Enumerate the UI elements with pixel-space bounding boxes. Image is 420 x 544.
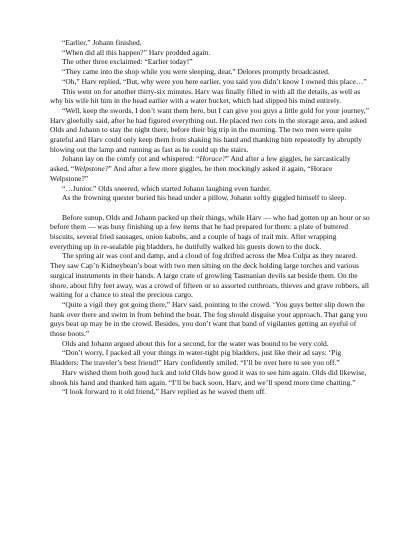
paragraph: The spring air was cool and damp, and a cloud of fog drifted across the Mea Culpa as they neared. They saw Cap’n Kidneybean’s boat with two men sitting on the deck holding large torches and various surgical instruments in their hands. A large crate of growling Tasmanian devils sat beside them. On the shore, about fifty feet away, was a crowd of fifteen or so assorted cutthroats, thieves and grave robbers, all waiting for a chance to steal the precious cargo. xyxy=(50,251,369,300)
paragraph: Johann lay on the comfy cot and whispered: “Horace?” And after a few giggles, he sarcastically asked, “Welpstone?” And after a few more giggles, he then mockingly asked it again, “Horace Welpstone?” xyxy=(50,154,351,183)
section-2 xyxy=(50,213,370,397)
paragraph: This went on for another thirty-six minutes. Harv was finally filled in with all the details, as well as why his wife hit him in the head earlier with a water bucket, which had slipped his mind entirely. xyxy=(50,86,361,106)
paragraph: Harv wished them both good luck and told Olds how good it was to see him again. Olds did likewise, shook his hand and thanked him again. “I’ll be back soon, Harv, and we’ll spend more time chatting.” xyxy=(50,367,367,387)
paragraph: Before sunup, Olds and Johann packed up their things, while Harv — who had gotten up an hour or so before them — was busy finishing up a few items that he had prepared for them: a plate of buttered biscuits, several fried sausages, onion kabobs, and a couple of bags of trail mix. After wrapping everything up in re-sealable pig bladders, he dutifully walked his guests down to the dock. xyxy=(50,212,370,251)
paragraph: As the frowning quester buried his head under a pillow, Johann softly giggled himself to sleep. xyxy=(62,193,347,203)
paragraph: “Oh,” Harv replied, “But, why were you here earlier, you said you didn’t know I owned this place…” xyxy=(62,76,367,86)
section-1 xyxy=(50,38,370,203)
paragraph: “…Junior.” Olds sneered, which started Johann laughing even harder. xyxy=(62,183,271,193)
paragraph: Olds and Johann argued about this for a second, for the water was bound to be very cold. xyxy=(62,338,329,348)
paragraph: “Earlier,” Johann finished. xyxy=(62,38,142,47)
paragraph: “I look forward to it old friend,” Harv replied as he waved them off. xyxy=(62,387,267,397)
paragraph: “Well, keep the swords, I don’t want them here, but I can give you guys a little gold for your journey,” Harv gleefully said, after he had figured everything out. He placed two cots in the storage area, and asked Olds and Johann to stay the night there, before their big trip in the morning. The two men were quite grateful and Harv could only keep them from shaking his hand and thanking him repeatedly by abruptly blowing out the lamp and running as fast as he could up the stairs. xyxy=(50,105,370,154)
section-break xyxy=(50,203,370,213)
paragraph: “When did all this happen?” Harv prodded again. xyxy=(62,47,211,57)
paragraph: The other three exclaimed: “Earlier today!” xyxy=(62,57,193,67)
paragraph: “Quite a vigil they got going there,” Harv said, pointing to the crowd. ‘You guys better slip down the bank over there and swim in from behind the boat. The fog should disguise your approach. That gang you guys beat up may be in the crowd. Besides, you don’t want that band of vigilantes getting an eyeful of those boots.” xyxy=(50,299,368,339)
paragraph: “They came into the shop while you were sleeping, dear,” Delores promptly broadcasted. xyxy=(62,67,330,77)
paragraph: “Don’t worry, I packed all your things in water-tight pig bladders, just like their ad says: ‘Pig Bladders: The traveler’s best friend!” Harv confidently smiled. “I’ll be over here to see you off.” xyxy=(50,348,342,368)
